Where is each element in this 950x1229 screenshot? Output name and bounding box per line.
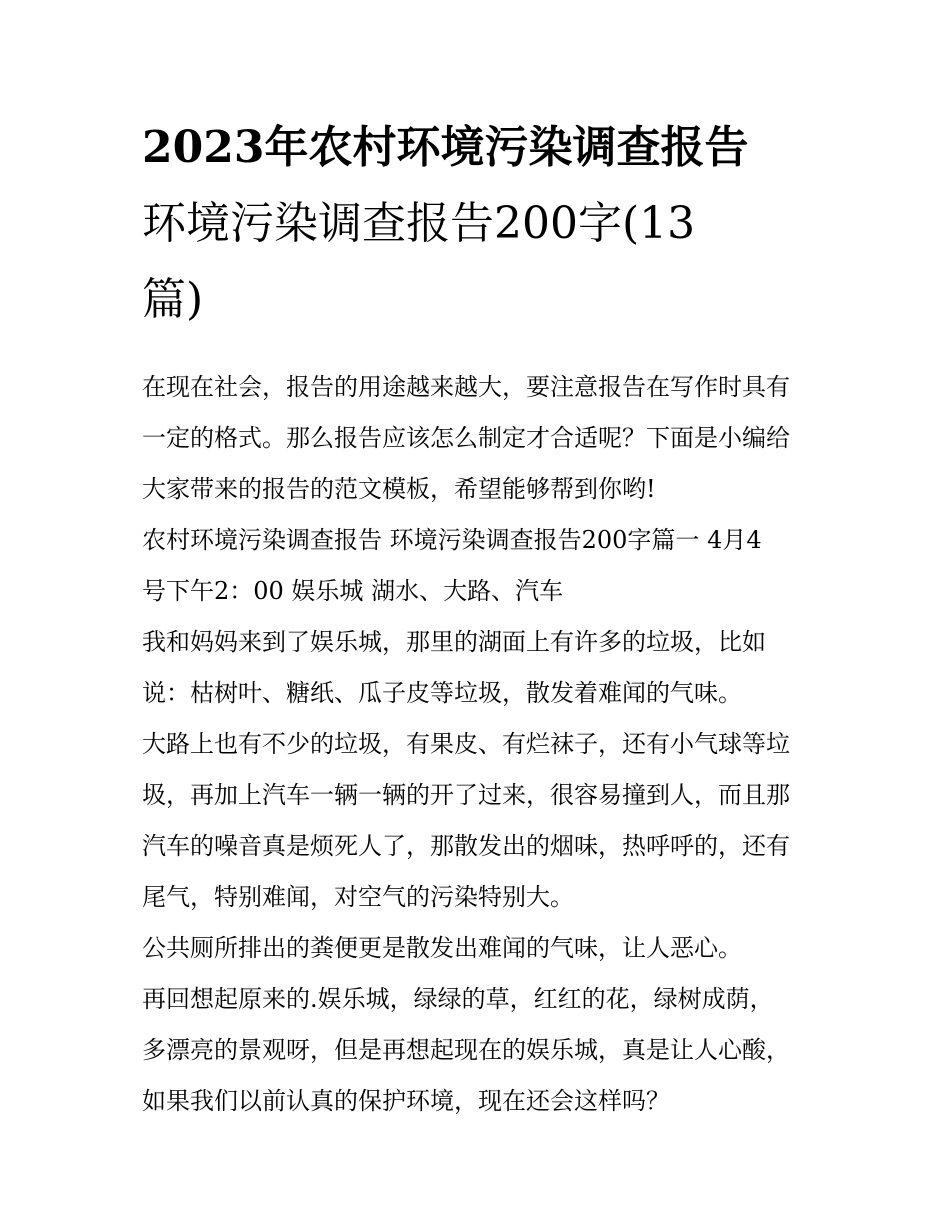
paragraph-line: 在现在社会，报告的用途越来越大，要注意报告在写作时具有 xyxy=(142,373,790,401)
paragraph-line: 圾，再加上汽车一辆一辆的开了过来，很容易撞到人，而且那 xyxy=(142,781,790,809)
title-line-3: 篇) xyxy=(142,274,204,325)
paragraph-line: 再回想起原来的.娱乐城，绿绿的草，红红的花，绿树成荫， xyxy=(142,985,774,1013)
paragraph-toilet xyxy=(142,923,822,974)
document-title xyxy=(142,110,822,338)
title-line-1: 2023年农村环境污染调查报告 xyxy=(142,122,749,173)
paragraph-lake xyxy=(142,617,822,719)
paragraph-line: 我和妈妈来到了娱乐城，那里的湖面上有许多的垃圾，比如 xyxy=(142,628,766,656)
paragraph-line: 大家带来的报告的范文模板，希望能够帮到你哟! xyxy=(142,475,656,503)
document-page xyxy=(142,110,822,1127)
paragraph-line: 多漂亮的景观呀，但是再想起现在的娱乐城，真是让人心酸， xyxy=(142,1036,790,1064)
paragraph-line: 大路上也有不少的垃圾，有果皮、有烂袜子，还有小气球等垃 xyxy=(142,730,790,758)
paragraph-line: 如果我们以前认真的保护环境，现在还会这样吗？ xyxy=(142,1087,670,1115)
paragraph-line: 说：枯树叶、糖纸、瓜子皮等垃圾，散发着难闻的气味。 xyxy=(142,679,742,707)
title-line-2: 环境污染调查报告200字(13 xyxy=(142,198,696,249)
paragraph-line: 农村环境污染调查报告 环境污染调查报告200字篇一 4月4 xyxy=(142,526,762,554)
paragraph-road xyxy=(142,719,822,923)
paragraph-line: 公共厕所排出的粪便更是散发出难闻的气味，让人恶心。 xyxy=(142,934,742,962)
paragraph-line: 汽车的噪音真是烦死人了，那散发出的烟味，热呼呼的，还有 xyxy=(142,832,790,860)
paragraph-line: 一定的格式。那么报告应该怎么制定才合适呢？下面是小编给 xyxy=(142,424,790,452)
paragraph-line: 号下午2：00 娱乐城 湖水、大路、汽车 xyxy=(142,577,564,605)
paragraph-line: 尾气，特别难闻，对空气的污染特别大。 xyxy=(142,883,574,911)
document-body xyxy=(142,362,822,1127)
paragraph-intro xyxy=(142,362,822,515)
paragraph-heading-article-1 xyxy=(142,515,822,617)
paragraph-reflection xyxy=(142,974,822,1127)
